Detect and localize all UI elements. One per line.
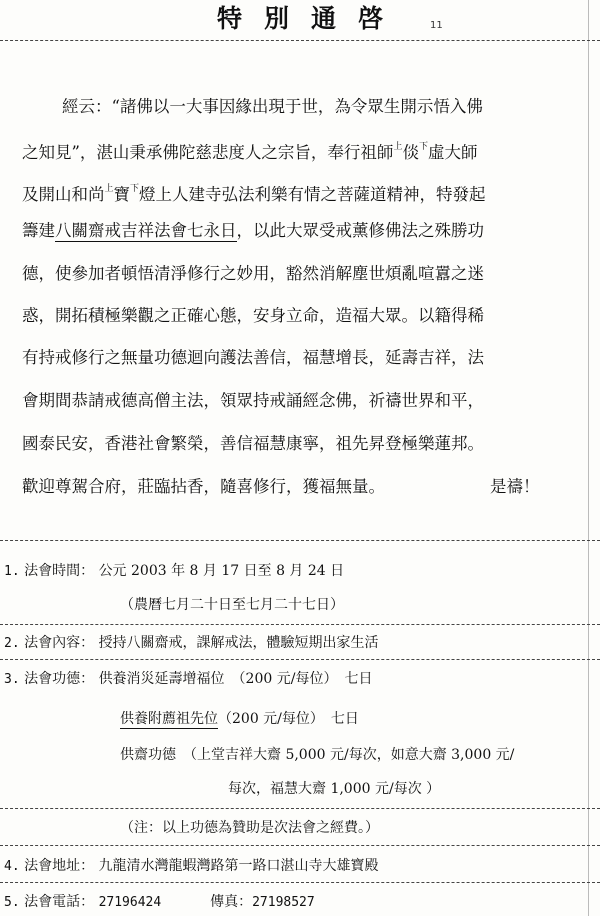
body-line-2-text: 之知見”，湛山秉承佛陀慈悲度人之宗旨，奉行祖師: [22, 143, 394, 162]
scan-edge-line: [588, 0, 589, 916]
closing-text: 是禱！: [490, 477, 540, 496]
section-2-label: 法會內容：: [24, 635, 95, 651]
section-3-item-3b: 每次，福慧大齋 1,000 元/每次 ）: [228, 781, 441, 797]
body-line-3-text: 及開山和尚: [22, 185, 105, 204]
fax-number: 27198527: [252, 895, 315, 910]
section-5-num: 5.: [4, 895, 20, 910]
section-divider: [0, 540, 600, 541]
section-1-lunar: （農曆七月二十日至七月二十七日）: [120, 597, 344, 613]
section-5: [4, 891, 315, 914]
page-title: 特別通啓: [216, 4, 405, 33]
sub-mark: 下: [418, 142, 428, 152]
section-3-num: 3.: [4, 672, 20, 687]
body-line-6: 惑，開拓積極樂觀之正確心態，安身立命，造福大眾。以籍得稀: [22, 306, 484, 325]
section-3-item-3: 供齋功德 （上堂吉祥大齋 5,000 元/每次，如意大齋 3,000 元/: [120, 747, 515, 763]
top-divider: [0, 40, 600, 41]
body-line-3-mid: 寶: [113, 185, 131, 204]
section-3-note: （注：以上功德為贊助是次法會之經費。）: [120, 820, 379, 836]
section-2: [4, 632, 379, 655]
section-5-label: 法會電話：: [24, 894, 95, 910]
body-line-1: 經云：“諸佛以一大事因緣出現于世，為令眾生開示悟入佛: [62, 97, 483, 116]
section-1-label: 法會時間：: [24, 563, 95, 579]
section-divider: [0, 808, 600, 809]
section-3: [4, 668, 372, 691]
section-divider: [0, 845, 600, 846]
body-line-3-end: 燈上人建寺弘法利樂有情之菩薩道精神，特發起: [139, 185, 486, 204]
section-2-value: 授持八關齋戒，課解戒法，體驗短期出家生活: [98, 635, 379, 651]
body-line-2-end: 虛大師: [427, 143, 478, 162]
body-line-4: [22, 219, 484, 243]
body-line-5: 德，使參加者頓悟清淨修行之妙用，豁然消解塵世煩亂喧囂之迷: [22, 264, 484, 283]
section-divider: [0, 882, 600, 883]
ancestor-memorial-tablet: 供養附薦祖先位: [120, 711, 218, 727]
section-4-num: 4.: [4, 859, 20, 874]
section-3-item-2-end: （200 元/每位） 七日: [218, 711, 359, 727]
sub-mark: 下: [130, 184, 140, 194]
body-line-7: 有持戒修行之無量功德迴向護法善信，福慧增長，延壽吉祥，法: [22, 348, 484, 367]
section-3-item-1: 供養消災延壽增福位 （200 元/每位） 七日: [98, 671, 373, 687]
section-3-item-2: [120, 708, 359, 730]
body-line-2-mid: 倓: [402, 143, 419, 162]
body-line-4-text: 籌建: [22, 221, 55, 240]
section-4-value: 九龍清水灣龍蝦灣路第一路口湛山寺大雄寶殿: [98, 858, 379, 874]
section-1-num: 1.: [4, 564, 20, 579]
body-line-3: [22, 177, 486, 207]
section-divider: [0, 624, 600, 625]
fax-label: 傳真：: [210, 894, 253, 910]
dharma-assembly-name: 八關齋戒吉祥法會七永日: [55, 221, 237, 240]
sup-mark: 上: [104, 184, 114, 194]
body-line-8: 會期間恭請戒德高僧主法，領眾持戒誦經念佛，祈禱世界和平，: [22, 391, 484, 410]
section-divider: [0, 659, 600, 660]
section-4-label: 法會地址：: [24, 858, 95, 874]
phone-number: 27196424: [98, 895, 162, 910]
section-1-value: 公元 2003 年 8 月 17 日至 8 月 24 日: [98, 563, 345, 579]
body-line-2: [22, 135, 477, 165]
body-line-10: 歡迎尊駕合府，莊臨拈香，隨喜修行，獲福無量。: [22, 477, 385, 496]
body-line-9: 國泰民安，香港社會繁榮，善信福慧康寧，祖先昇登極樂蓮邦。: [22, 434, 484, 453]
section-3-label: 法會功德：: [24, 671, 95, 687]
section-1: [4, 560, 344, 583]
body-line-4-end: ，以此大眾受戒薰修佛法之殊勝功: [236, 221, 484, 240]
sup-mark: 上: [393, 142, 403, 152]
section-4: [4, 855, 379, 878]
corner-mark: 11: [430, 20, 443, 31]
section-2-num: 2.: [4, 636, 20, 651]
